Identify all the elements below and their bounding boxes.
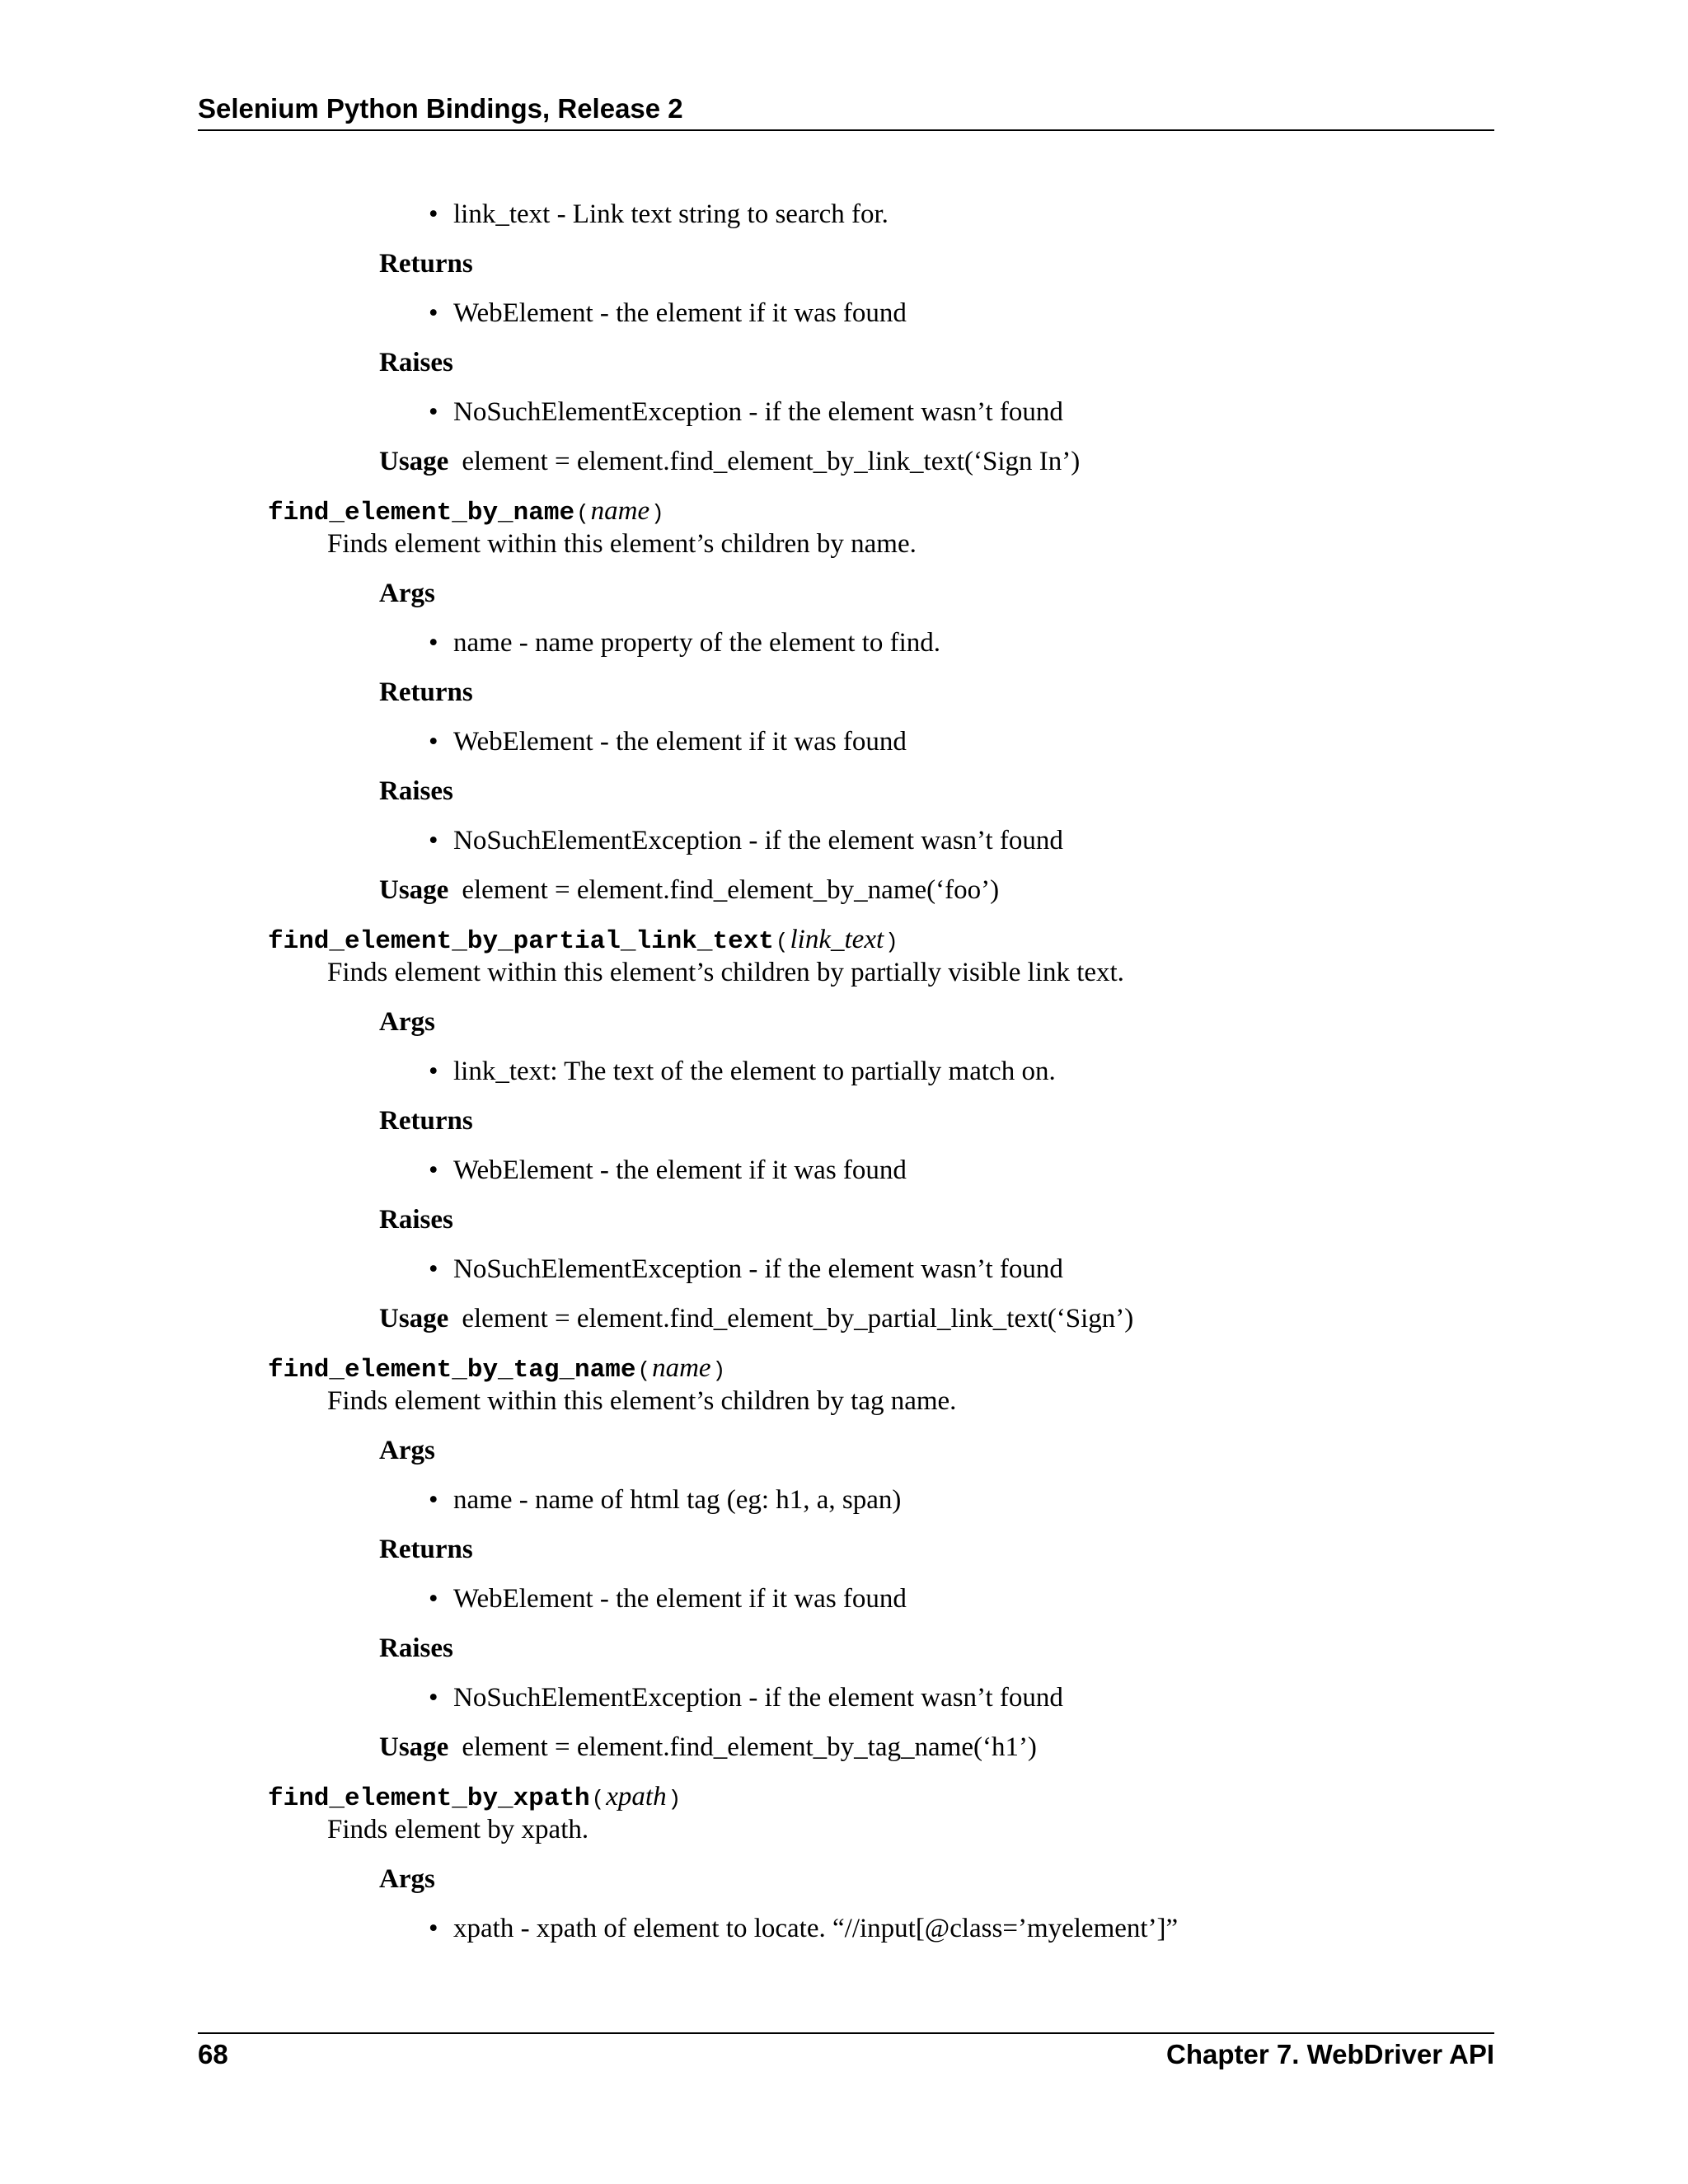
method-param: xpath — [606, 1782, 667, 1811]
usage-line — [0, 1731, 1688, 1780]
raises-label: Raises — [379, 1205, 453, 1235]
close-paren: ) — [712, 1358, 726, 1383]
usage-text: element = element.find_element_by_partial_link_text(‘Sign’) — [462, 1304, 1134, 1333]
arg-bullet — [0, 1912, 1688, 1961]
bullet-glyph: • — [429, 1485, 438, 1515]
arg-text: name - name of html tag (eg: h1, a, span) — [453, 1485, 902, 1515]
method-name: find_element_by_name — [268, 499, 575, 527]
intro-returns-bullet — [0, 297, 1688, 346]
raises-text: NoSuchElementException - if the element wasn’t found — [453, 1683, 1063, 1713]
returns-text: WebElement - the element if it was found — [453, 727, 907, 757]
intro-raises-label: Raises — [379, 348, 453, 377]
method-description: Finds element within this element’s children by tag name. — [327, 1386, 957, 1416]
open-paren: ( — [591, 1787, 605, 1811]
returns-label: Returns — [379, 1535, 473, 1564]
method-name: find_element_by_partial_link_text — [268, 927, 774, 956]
usage-text: element = element.find_element_by_name(‘foo’) — [462, 875, 1000, 905]
method-description: Finds element by xpath. — [327, 1815, 589, 1844]
bullet-glyph: • — [429, 727, 438, 757]
close-paren: ) — [885, 930, 898, 954]
raises-bullet — [0, 1681, 1688, 1731]
intro-returns-label: Returns — [379, 249, 473, 279]
method-signature-find-element-by-tag-name — [0, 1352, 1688, 1385]
raises-label: Raises — [379, 1633, 453, 1663]
intro-usage — [0, 445, 1688, 494]
usage-label: Usage — [379, 1304, 449, 1333]
close-paren: ) — [651, 501, 664, 526]
page-footer — [198, 2034, 1494, 2075]
args-label: Args — [379, 579, 435, 608]
args-label: Args — [379, 1436, 435, 1465]
arg-bullet — [0, 1055, 1688, 1104]
method-signature-find-element-by-partial-link-text — [0, 923, 1688, 956]
method-description: Finds element within this element’s children by name. — [327, 529, 917, 559]
args-label: Args — [379, 1864, 435, 1894]
returns-label: Returns — [379, 677, 473, 707]
bullet-glyph: • — [429, 298, 438, 328]
usage-label: Usage — [379, 875, 449, 905]
arg-bullet — [0, 1483, 1688, 1533]
raises-text: NoSuchElementException - if the element wasn’t found — [453, 826, 1063, 855]
bullet-glyph: • — [429, 199, 438, 229]
running-header: Selenium Python Bindings, Release 2 — [198, 93, 683, 124]
bullet-glyph: • — [429, 1254, 438, 1284]
open-paren: ( — [637, 1358, 651, 1383]
method-name: find_element_by_tag_name — [268, 1356, 636, 1385]
method-param: name — [652, 1353, 711, 1383]
method-signature-find-element-by-name — [0, 494, 1688, 527]
returns-bullet — [0, 1582, 1688, 1632]
bullet-glyph: • — [429, 1155, 438, 1185]
intro-raises-bullet — [0, 396, 1688, 445]
returns-bullet — [0, 1154, 1688, 1203]
bullet-glyph: • — [429, 1584, 438, 1614]
returns-text: WebElement - the element if it was found — [453, 1584, 907, 1614]
bullet-glyph: • — [429, 628, 438, 658]
arg-text: name - name property of the element to find. — [453, 628, 941, 658]
open-paren: ( — [775, 930, 789, 954]
page-content — [0, 198, 1688, 1961]
raises-text: NoSuchElementException - if the element wasn’t found — [453, 1254, 1063, 1284]
raises-label: Raises — [379, 776, 453, 806]
header-rule — [198, 129, 1494, 131]
usage-label: Usage — [379, 447, 449, 476]
arg-text: link_text: The text of the element to partially match on. — [453, 1057, 1056, 1086]
usage-line — [0, 1302, 1688, 1352]
arg-bullet — [0, 626, 1688, 676]
usage-line — [0, 874, 1688, 923]
method-param: link_text — [790, 925, 884, 954]
chapter-title: Chapter 7. WebDriver API — [1166, 2039, 1494, 2069]
intro-arg-bullet — [0, 198, 1688, 247]
method-name: find_element_by_xpath — [268, 1784, 590, 1813]
raises-bullet — [0, 824, 1688, 874]
bullet-glyph: • — [429, 1057, 438, 1086]
method-description: Finds element within this element’s children by partially visible link text. — [327, 958, 1124, 987]
method-param: name — [590, 496, 650, 526]
bullet-glyph: • — [429, 397, 438, 427]
args-label: Args — [379, 1007, 435, 1037]
usage-label: Usage — [379, 1732, 449, 1762]
returns-label: Returns — [379, 1106, 473, 1136]
page-number: 68 — [198, 2039, 228, 2069]
bullet-glyph: • — [429, 826, 438, 855]
method-signature-find-element-by-xpath — [0, 1780, 1688, 1813]
intro-arg-text: link_text - Link text string to search for. — [453, 199, 889, 229]
arg-text: xpath - xpath of element to locate. “//input[@class=’myelement’]” — [453, 1914, 1179, 1943]
raises-bullet — [0, 1253, 1688, 1302]
open-paren: ( — [576, 501, 589, 526]
intro-returns-text: WebElement - the element if it was found — [453, 298, 907, 328]
intro-usage-text: element = element.find_element_by_link_text(‘Sign In’) — [462, 447, 1081, 476]
usage-text: element = element.find_element_by_tag_name(‘h1’) — [462, 1732, 1037, 1762]
intro-raises-text: NoSuchElementException - if the element wasn’t found — [453, 397, 1063, 427]
returns-text: WebElement - the element if it was found — [453, 1155, 907, 1185]
bullet-glyph: • — [429, 1914, 438, 1943]
bullet-glyph: • — [429, 1683, 438, 1713]
close-paren: ) — [668, 1787, 682, 1811]
returns-bullet — [0, 725, 1688, 775]
